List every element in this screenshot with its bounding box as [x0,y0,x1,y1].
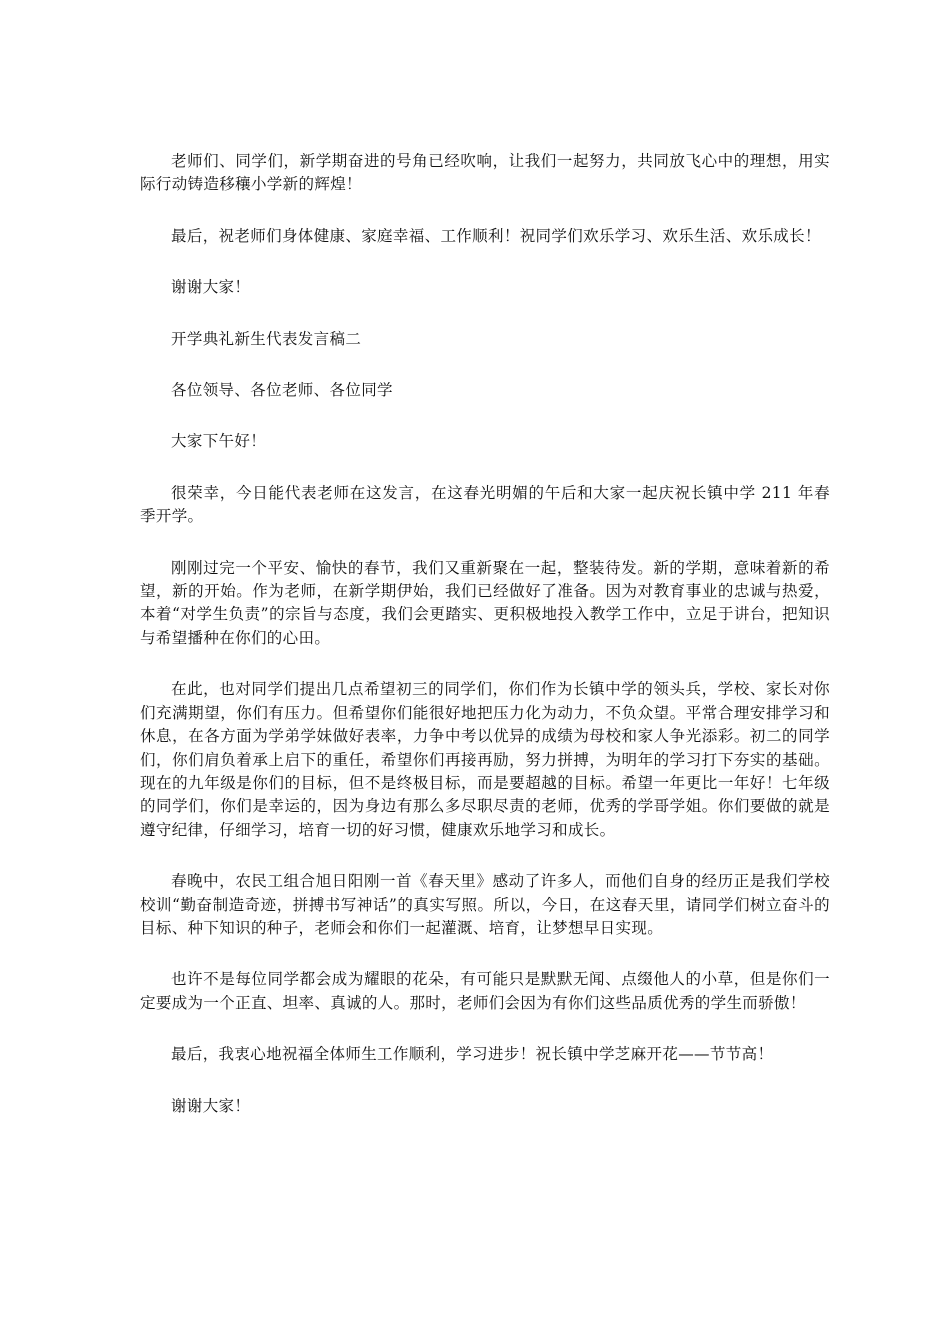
paragraph-final-thanks: 谢谢大家！ [171,1096,251,1115]
paragraph-hopes: 在此，也对同学们提出几点希望初三的同学们，你们作为长镇中学的领头兵，学校、家长对你们充满期望，你们有压力。但希望你们能很好地把压力化为动力，不负众望。平常合理安排学习和休息，在各方面为学弟学妹做好表率，力争中考以优异的成绩为母校和家人争光添彩。初二的同学们，你们肩负着承上启下的重任，希望你们再接再励，努力拼搏，为明年的学习打下夯实的基础。现在的九年级是你们的目标，但不是终极目标，而是要超越的目标。希望一年更比一年好！七年级的同学们，你们是幸运的，因为身边有那么多尽职尽责的老师，优秀的学哥学姐。你们要做的就是遵守纪律，仔细学习，培育一切的好习惯，健康欢乐地学习和成长。 [140,680,830,839]
paragraph-opening: 很荣幸，今日能代表老师在这发言，在这春光明媚的午后和大家一起庆祝长镇中学 211 年春季开学。 [140,483,830,526]
paragraph-salutation: 各位领导、各位老师、各位同学 [171,381,393,400]
paragraph-thanks: 谢谢大家！ [171,278,251,297]
document-body [140,150,830,1146]
paragraph-character: 也许不是每位同学都会成为耀眼的花朵，有可能只是默默无闻、点缀他人的小草，但是你们一定要成为一个正直、坦率、真诚的人。那时，老师们会因为有你们这些品质优秀的学生而骄傲！ [140,970,830,1012]
paragraph-greeting: 大家下午好！ [171,432,267,451]
paragraph-final-wishes: 最后，我衷心地祝福全体师生工作顺利，学习进步！祝长镇中学芝麻开花——节节高！ [171,1045,774,1064]
section-heading: 开学典礼新生代表发言稿二 [171,329,362,348]
paragraph-spring-gala: 春晚中，农民工组合旭日阳刚一首《春天里》感动了许多人，而他们自身的经历正是我们学校校训“勤奋制造奇迹，拼搏书写神话”的真实写照。所以，今日，在这春天里，请同学们树立奋斗的目标、种下知识的种子，老师会和你们一起灌溉、培育，让梦想早日实现。 [140,872,830,937]
paragraph-new-semester: 刚刚过完一个平安、愉快的春节，我们又重新聚在一起，整装待发。新的学期，意味着新的希望，新的开始。作为老师，在新学期伊始，我们已经做好了准备。因为对教育事业的忠诚与热爱，本着“对学生负责”的宗旨与态度，我们会更踏实、更积极地投入教学工作中，立足于讲台，把知识与希望播种在你们的心田。 [140,558,830,647]
paragraph-closing-call: 老师们、同学们，新学期奋进的号角已经吹响，让我们一起努力，共同放飞心中的理想，用实际行动铸造移穰小学新的辉煌！ [140,152,830,194]
paragraph-closing-wishes: 最后，祝老师们身体健康、家庭幸福、工作顺利！祝同学们欢乐学习、欢乐生活、欢乐成长！ [171,226,821,245]
